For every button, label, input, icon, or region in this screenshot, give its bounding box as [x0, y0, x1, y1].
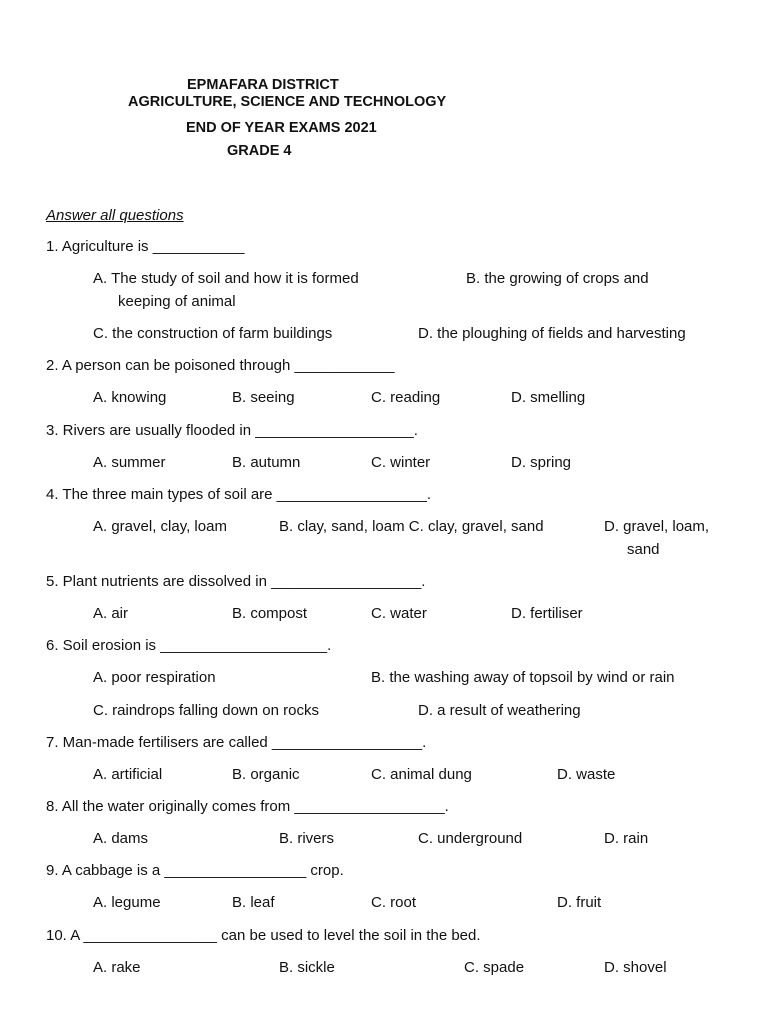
- question-1-option-a: A. The study of soil and how it is formed: [93, 270, 359, 287]
- district-title: EPMAFARA DISTRICT: [187, 77, 339, 93]
- question-1-option-b: B. the growing of crops and: [466, 270, 649, 287]
- question-7-option-c: C. animal dung: [371, 766, 472, 783]
- question-6-option-a: A. poor respiration: [93, 669, 216, 686]
- exam-title: END OF YEAR EXAMS 2021: [186, 120, 377, 136]
- question-7-stem: 7. Man-made fertilisers are called __________________.: [46, 734, 427, 751]
- question-10-option-c: C. spade: [464, 959, 525, 976]
- grade-title: GRADE 4: [227, 143, 292, 159]
- question-9-option-b: B. leaf: [232, 894, 275, 911]
- question-6-option-d: D. a result of weathering: [418, 702, 581, 719]
- question-8-option-c: C. underground: [418, 830, 523, 847]
- question-2-option-b: B. seeing: [232, 389, 295, 406]
- question-9-option-a: A. legume: [93, 894, 161, 911]
- question-5-option-c: C. water: [371, 605, 427, 622]
- question-8-option-d: D. rain: [604, 830, 649, 847]
- question-8-stem: 8. All the water originally comes from __________________.: [46, 798, 449, 815]
- question-3-stem: 3. Rivers are usually flooded in ___________________.: [46, 422, 418, 439]
- question-10-option-d: D. shovel: [604, 959, 667, 976]
- question-4-stem: 4. The three main types of soil are __________________.: [46, 486, 432, 503]
- question-5-option-b: B. compost: [232, 605, 308, 622]
- question-6-option-b: B. the washing away of topsoil by wind or rain: [371, 669, 675, 686]
- question-1-option-d: D. the ploughing of fields and harvesting: [418, 325, 686, 342]
- question-9-option-c: C. root: [371, 894, 417, 911]
- question-8-option-a: A. dams: [93, 830, 149, 847]
- question-10-option-a: A. rake: [93, 959, 141, 976]
- question-4-option-a: A. gravel, clay, loam: [93, 518, 227, 535]
- instruction-text: Answer all questions: [46, 207, 184, 224]
- question-5-option-a: A. air: [93, 605, 129, 622]
- question-5-stem: 5. Plant nutrients are dissolved in __________________.: [46, 573, 426, 590]
- question-4-option-d-continued: sand: [627, 541, 660, 558]
- question-2-option-a: A. knowing: [93, 389, 167, 406]
- question-2-stem: 2. A person can be poisoned through ____________: [46, 357, 395, 374]
- question-1-option-c: C. the construction of farm buildings: [93, 325, 333, 342]
- question-8-option-b: B. rivers: [279, 830, 335, 847]
- question-7-option-a: A. artificial: [93, 766, 163, 783]
- question-2-option-c: C. reading: [371, 389, 441, 406]
- question-7-option-b: B. organic: [232, 766, 300, 783]
- question-10-option-b: B. sickle: [279, 959, 335, 976]
- question-1-stem: 1. Agriculture is ___________: [46, 238, 245, 255]
- question-6-stem: 6. Soil erosion is ____________________.: [46, 637, 332, 654]
- question-1-option-b-continued: keeping of animal: [118, 293, 236, 310]
- question-3-option-a: A. summer: [93, 454, 166, 471]
- question-5-option-d: D. fertiliser: [511, 605, 583, 622]
- question-4-option-d: D. gravel, loam,: [604, 518, 710, 535]
- question-9-option-d: D. fruit: [557, 894, 602, 911]
- question-10-stem: 10. A ________________ can be used to level the soil in the bed.: [46, 927, 481, 944]
- subject-title: AGRICULTURE, SCIENCE AND TECHNOLOGY: [128, 94, 447, 110]
- question-4-option-b-c: B. clay, sand, loam C. clay, gravel, sand: [279, 518, 544, 535]
- question-6-option-c: C. raindrops falling down on rocks: [93, 702, 319, 719]
- question-3-option-b: B. autumn: [232, 454, 301, 471]
- question-7-option-d: D. waste: [557, 766, 616, 783]
- question-2-option-d: D. smelling: [511, 389, 586, 406]
- question-9-stem: 9. A cabbage is a _________________ crop.: [46, 862, 344, 879]
- question-3-option-d: D. spring: [511, 454, 572, 471]
- question-3-option-c: C. winter: [371, 454, 431, 471]
